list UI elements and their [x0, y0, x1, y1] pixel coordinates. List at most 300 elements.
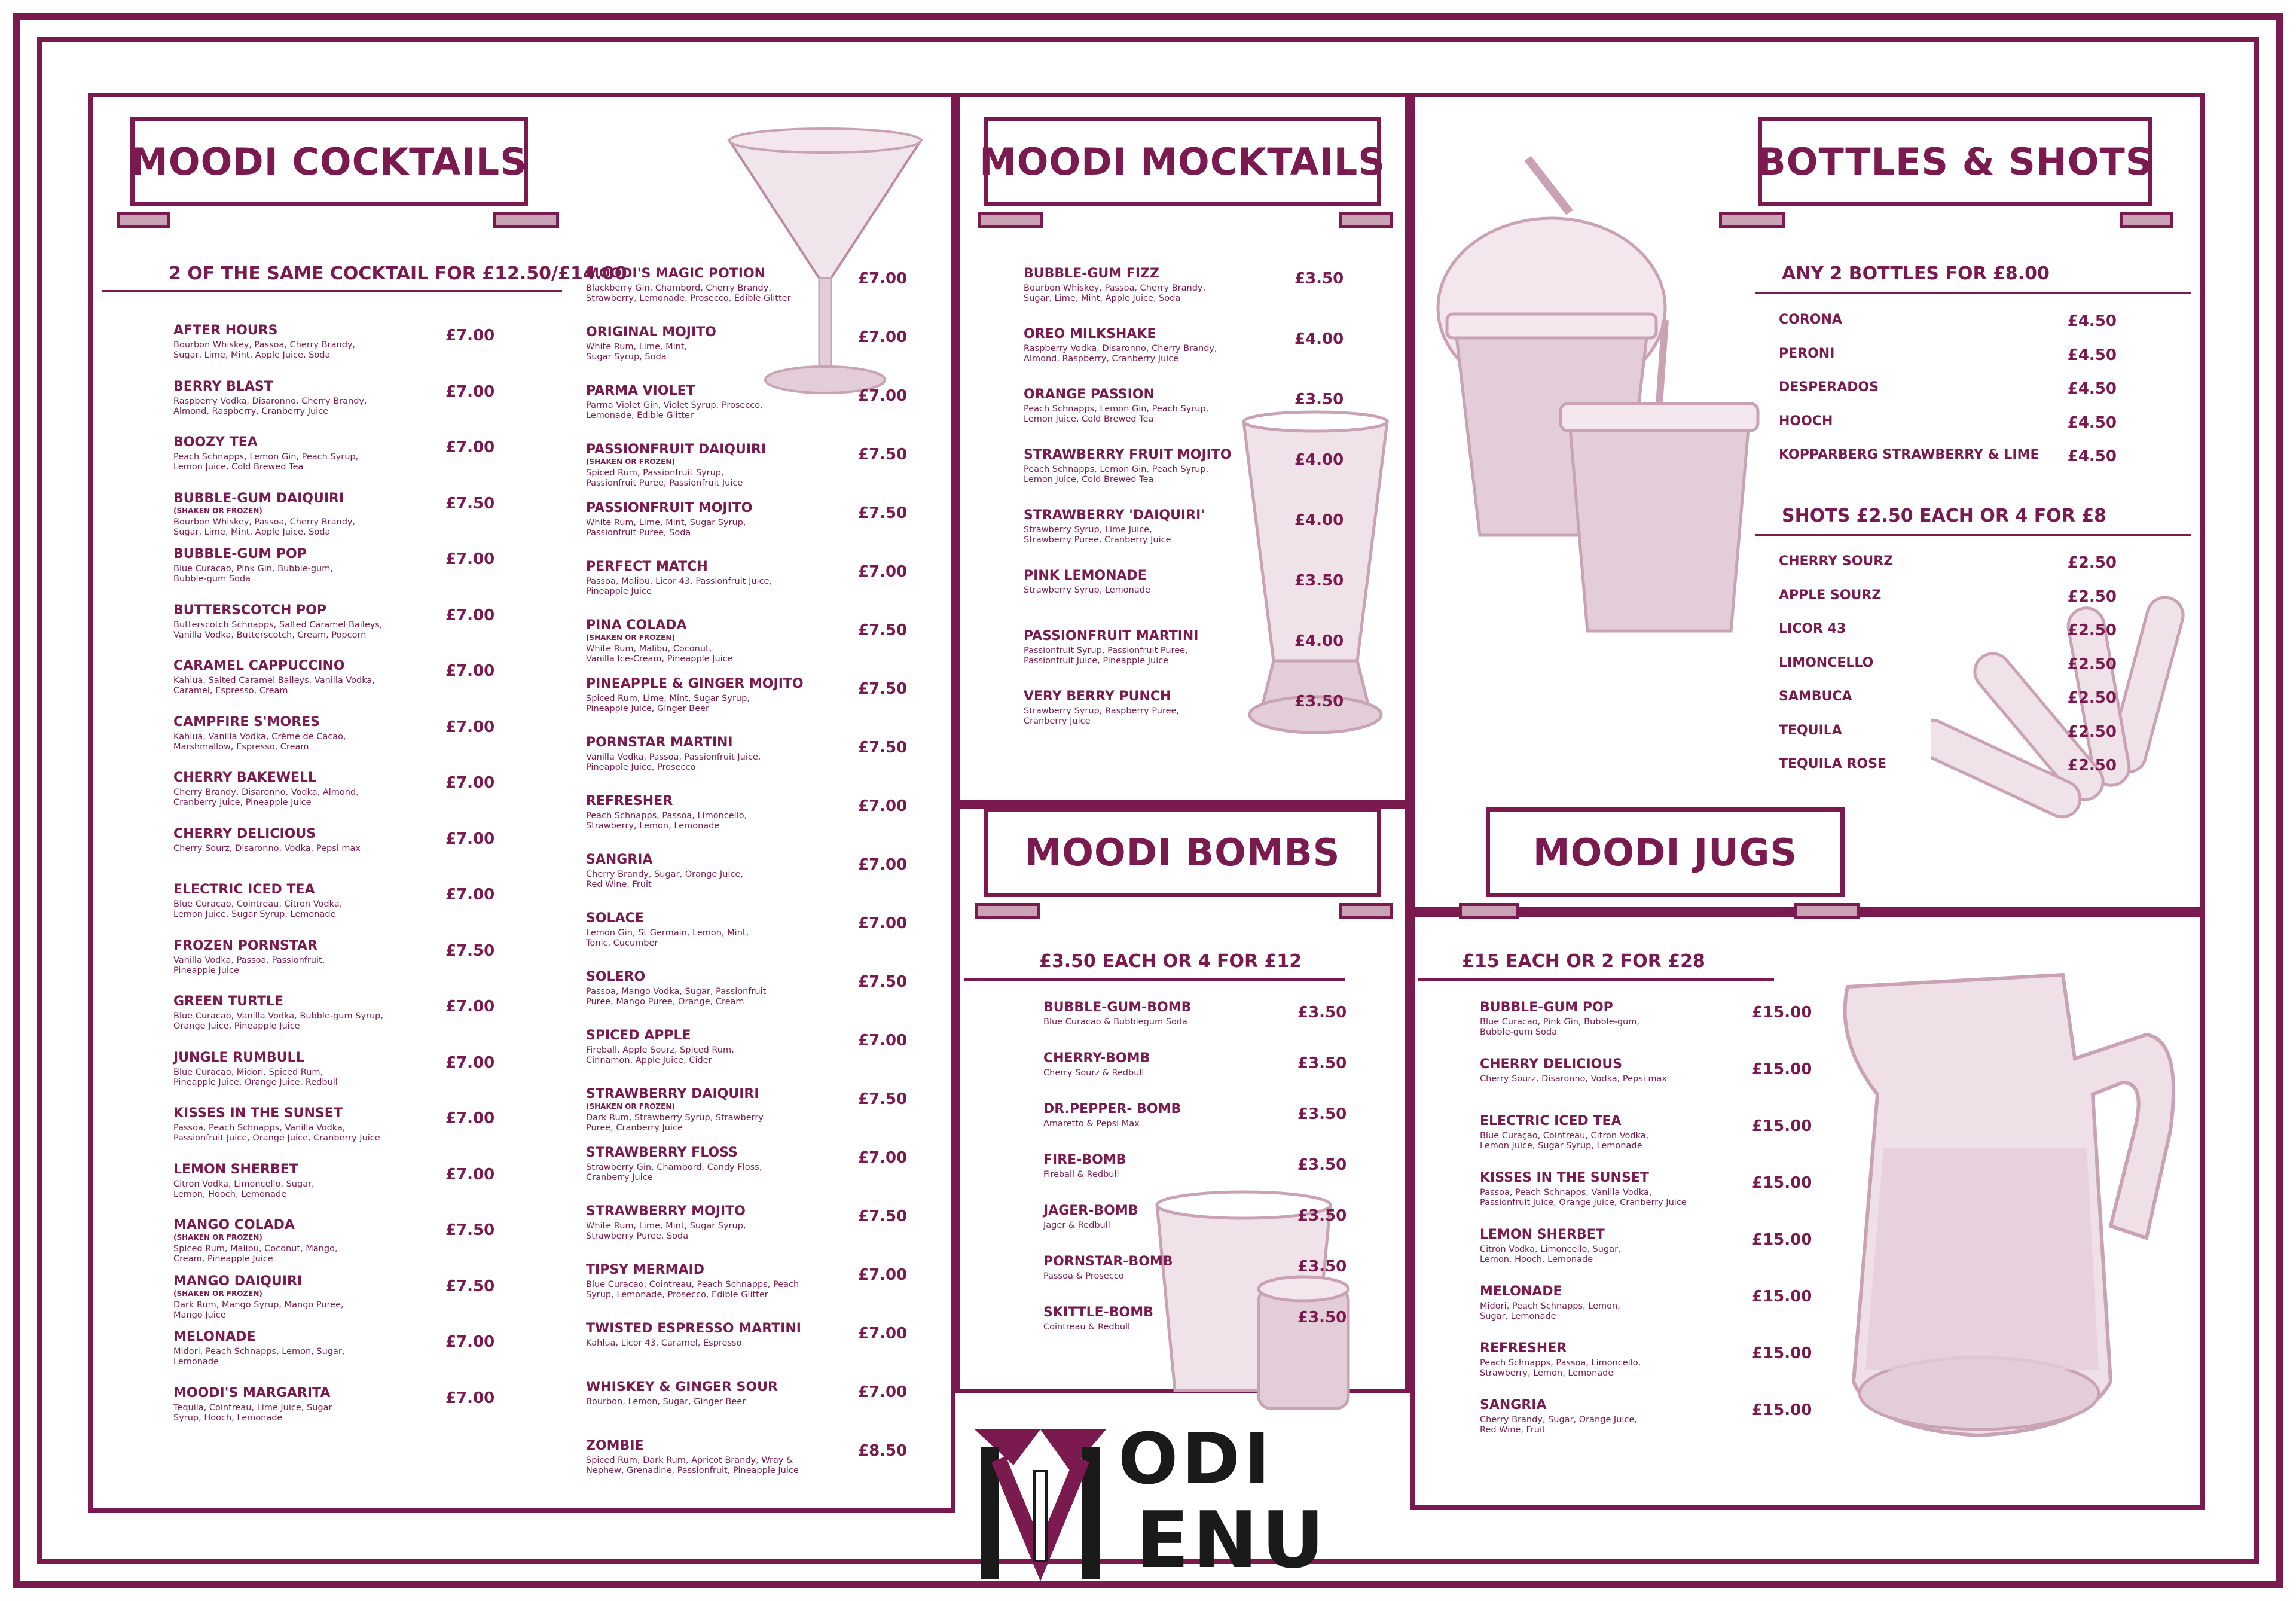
cocktail-item [173, 938, 325, 976]
mocktail-item-name: STRAWBERRY 'DAIQUIRI' [1024, 508, 1205, 523]
cocktail-item-description: Kahlua, Salted Caramel Baileys, Vanilla Vodka, Caramel, Espresso, Cream [173, 676, 375, 696]
cocktail-item-description: Cherry Brandy, Disaronno, Vodka, Almond, Cranberry Juice, Pineapple Juice [173, 788, 359, 807]
bottle-price: £4.50 [2067, 312, 2117, 330]
bombs-banner-tab-left [975, 903, 1040, 919]
mocktail-item-price: £3.50 [1294, 270, 1344, 288]
bottle-row [1779, 447, 2117, 465]
bomb-item-price: £3.50 [1297, 1105, 1347, 1123]
bombs-banner-tab-right [1339, 903, 1393, 919]
jug-item [1480, 1284, 1620, 1322]
mocktail-item-price: £4.00 [1294, 330, 1344, 348]
cocktail-item-description: Tequila, Cointreau, Lime Juice, Sugar Syrup, Hooch, Lemonade [173, 1402, 332, 1423]
cocktail-item-name: STRAWBERRY DAIQUIRI [586, 1087, 759, 1102]
cocktail-item-name: LEMON SHERBET [173, 1161, 298, 1177]
cocktail-item [173, 882, 342, 920]
cocktail-item [586, 501, 753, 538]
jug-item-price: £15.00 [1752, 1004, 1812, 1021]
jug-item [1480, 1170, 1687, 1208]
bombs-title: MOODI BOMBS [1024, 830, 1341, 874]
cocktail-item [586, 266, 791, 304]
cocktail-item-name: PINA COLADA [586, 618, 687, 633]
cocktail-item [586, 1028, 734, 1066]
cocktail-item [173, 1106, 380, 1143]
bomb-item [1043, 1305, 1153, 1332]
cocktail-item-name: CARAMEL CAPPUCCINO [173, 658, 345, 673]
logo-line2: ENU [1136, 1495, 1329, 1585]
shot-name: CHERRY SOURZ [1779, 554, 1894, 569]
jug-item-name: MELONADE [1480, 1284, 1562, 1299]
bottle-price: £4.50 [2067, 380, 2117, 398]
mocktail-item [1024, 387, 1208, 425]
jug-item-price: £15.00 [1752, 1401, 1812, 1419]
bottles-offer: ANY 2 BOTTLES FOR £8.00 [1782, 263, 2050, 284]
cocktail-item-price: £7.00 [445, 1053, 495, 1072]
jug-item-price: £15.00 [1752, 1174, 1812, 1192]
bomb-item-name: PORNSTAR-BOMB [1043, 1254, 1173, 1269]
cocktail-item-name: AFTER HOURS [173, 323, 278, 338]
cocktail-item-name: STRAWBERRY FLOSS [586, 1145, 738, 1160]
bottle-price: £4.50 [2067, 447, 2117, 465]
cocktail-item-price: £7.00 [858, 856, 908, 874]
cocktail-item-name: REFRESHER [586, 794, 673, 809]
cocktail-item-description: Spiced Rum, Malibu, Coconut, Mango, Cream, Pineapple Juice [173, 1244, 338, 1264]
cocktail-item-name: PASSIONFRUIT DAIQUIRI [586, 442, 767, 457]
mocktail-item-name: ORANGE PASSION [1024, 387, 1155, 402]
cocktail-item-price: £7.00 [445, 1389, 495, 1407]
jug-item-price: £15.00 [1752, 1060, 1812, 1078]
cocktail-item-price: £7.00 [445, 606, 495, 624]
mocktail-item [1024, 629, 1198, 666]
cocktail-item-description: Blackberry Gin, Chambord, Cherry Brandy, Strawberry, Lemonade, Prosecco, Edible Glitter [586, 283, 791, 303]
jug-icon [1812, 951, 2182, 1447]
cocktail-item [586, 1204, 746, 1242]
bomb-item-name: JAGER-BOMB [1043, 1203, 1138, 1218]
bombs-offer: £3.50 EACH OR 4 FOR £12 [1039, 951, 1302, 972]
cocktail-item-name: BUBBLE-GUM POP [173, 547, 307, 562]
jug-item-description: Cherry Brandy, Sugar, Orange Juice, Red Wine, Fruit [1480, 1415, 1637, 1435]
bomb-item-name: BUBBLE-GUM-BOMB [1043, 1000, 1192, 1015]
mocktail-item-name: BUBBLE-GUM FIZZ [1024, 266, 1159, 281]
cocktail-item-name: MOODI'S MAGIC POTION [586, 266, 766, 281]
bottle-row [1779, 414, 2117, 432]
jugs-offer-rule [1418, 978, 1774, 981]
cocktail-item [173, 323, 355, 361]
shot-price: £2.50 [2067, 621, 2117, 639]
cocktail-item-description: Spiced Rum, Passionfruit Syrup, Passionfruit Puree, Passionfruit Juice [586, 468, 743, 488]
cocktail-item-price: £7.00 [858, 797, 908, 815]
bottles-title: BOTTLES & SHOTS [1757, 139, 2153, 184]
cocktail-item-name: GREEN TURTLE [173, 994, 284, 1009]
bottle-name: DESPERADOS [1779, 380, 1879, 395]
cocktail-item [173, 827, 361, 854]
cocktail-item-price: £7.00 [445, 382, 495, 401]
cocktail-item [586, 325, 716, 362]
cocktail-item-price: £7.00 [858, 1266, 908, 1284]
cocktail-item [586, 1380, 778, 1407]
cocktail-item-name: PERFECT MATCH [586, 559, 708, 574]
cocktail-item-note: (SHAKEN OR FROZEN) [586, 1102, 675, 1111]
shot-price: £2.50 [2067, 689, 2117, 707]
jug-item [1480, 1227, 1621, 1265]
cocktail-item-name: MOODI'S MARGARITA [173, 1385, 331, 1401]
cocktail-item-price: £7.50 [858, 504, 908, 522]
cocktails-banner-tab-right [493, 212, 559, 228]
bomb-item-price: £3.50 [1297, 1258, 1347, 1276]
cocktail-item-price: £7.50 [858, 680, 908, 698]
mocktail-item-name: STRAWBERRY FRUIT MOJITO [1024, 447, 1232, 462]
cocktail-item [173, 547, 333, 584]
cocktail-item-description: Blue Curacao, Cointreau, Peach Schnapps, Peach Syrup, Lemonade, Prosecco, Edible Glitter [586, 1280, 799, 1300]
cocktail-item-note: (SHAKEN OR FROZEN) [173, 1289, 262, 1298]
cocktail-item-price: £7.00 [858, 1032, 908, 1050]
jug-item [1480, 1398, 1637, 1435]
bomb-item [1043, 1102, 1181, 1129]
cocktail-item-price: £7.50 [858, 973, 908, 991]
shot-name: APPLE SOURZ [1779, 587, 1882, 603]
shots-offer: SHOTS £2.50 EACH OR 4 FOR £8 [1782, 505, 2107, 526]
cocktail-item-name: MANGO DAIQUIRI [173, 1273, 303, 1289]
bottle-name: HOOCH [1779, 413, 1833, 429]
mocktail-item-description: Raspberry Vodka, Disaronno, Cherry Brandy, Almond, Raspberry, Cranberry Juice [1024, 344, 1217, 364]
bomb-item-price: £3.50 [1297, 1156, 1347, 1174]
martini-glass-icon [718, 123, 933, 404]
jugs-offer: £15 EACH OR 2 FOR £28 [1462, 951, 1705, 972]
bomb-item-description: Cointreau & Redbull [1043, 1322, 1131, 1332]
cocktail-item [586, 969, 766, 1007]
cocktail-item-price: £7.00 [445, 886, 495, 904]
cocktail-item-name: FROZEN PORNSTAR [173, 938, 318, 953]
mocktail-item-price: £4.00 [1294, 451, 1344, 469]
mocktail-item-name: OREO MILKSHAKE [1024, 327, 1156, 341]
cocktail-item [173, 715, 346, 752]
cocktail-item-note: (SHAKEN OR FROZEN) [173, 506, 262, 515]
bottle-name: PERONI [1779, 346, 1835, 361]
cocktail-item-price: £7.00 [445, 830, 495, 848]
shot-price: £2.50 [2067, 655, 2117, 673]
cocktail-item-description: Parma Violet Gin, Violet Syrup, Prosecco, Lemonade, Edible Glitter [586, 401, 763, 420]
cocktail-item-description: Kahlua, Licor 43, Caramel, Espresso [586, 1338, 742, 1348]
shot-row [1779, 621, 2117, 639]
cocktail-item [586, 618, 733, 664]
jug-item [1480, 1000, 1639, 1038]
cocktail-item-name: SPICED APPLE [586, 1028, 691, 1043]
cocktail-item [586, 559, 772, 597]
cocktails-title: MOODI COCKTAILS [131, 139, 527, 184]
cocktail-item-description: Cherry Sourz, Disaronno, Vodka, Pepsi max [173, 843, 361, 853]
cocktail-item [586, 442, 766, 489]
cocktail-item [586, 911, 749, 949]
shots-offer-rule [1755, 534, 2191, 536]
cocktail-item-name: PASSIONFRUIT MOJITO [586, 501, 753, 516]
cocktail-item-description: Peach Schnapps, Passoa, Limoncello, Strawberry, Lemon, Lemonade [586, 811, 747, 831]
cocktail-item-description: Blue Curacao, Vanilla Vodka, Bubble-gum Syrup, Orange Juice, Pineapple Juice [173, 1011, 383, 1031]
cocktail-item-name: PINEAPPLE & GINGER MOJITO [586, 676, 804, 691]
jug-item-name: SANGRIA [1480, 1398, 1547, 1413]
shot-name: SAMBUCA [1779, 689, 1852, 704]
bomb-item-description: Blue Curacao & Bubblegum Soda [1043, 1017, 1187, 1027]
cocktail-item-description: White Rum, Lime, Mint, Sugar Syrup, Strawberry Puree, Soda [586, 1221, 746, 1241]
moodi-logo-mark-icon [969, 1423, 1118, 1585]
shot-price: £2.50 [2067, 757, 2117, 774]
cocktail-item [173, 658, 375, 696]
jug-item [1480, 1114, 1648, 1151]
cocktail-item-name: SOLACE [586, 911, 644, 926]
cocktail-item-price: £7.50 [858, 1090, 908, 1108]
cocktail-item-description: Raspberry Vodka, Disaronno, Cherry Brandy, Almond, Raspberry, Cranberry Juice [173, 396, 367, 416]
cocktail-item-name: KISSES IN THE SUNSET [173, 1106, 343, 1121]
cocktail-item [586, 1145, 762, 1183]
bomb-item-name: DR.PEPPER- BOMB [1043, 1102, 1181, 1117]
bomb-item-price: £3.50 [1297, 1004, 1347, 1021]
mocktail-item-price: £4.00 [1294, 511, 1344, 529]
jug-item-description: Blue Curacao, Pink Gin, Bubble-gum, Bubble-gum Soda [1480, 1017, 1639, 1037]
bottle-name: KOPPARBERG STRAWBERRY & LIME [1779, 447, 2039, 462]
shot-price: £2.50 [2067, 722, 2117, 741]
cocktail-item-name: JUNGLE RUMBULL [173, 1050, 304, 1065]
cocktail-item-description: Strawberry Gin, Chambord, Candy Floss, Cranberry Juice [586, 1163, 762, 1182]
bomb-item-description: Fireball & Redbull [1043, 1170, 1119, 1179]
shot-row [1779, 655, 2117, 673]
mocktail-item-description: Bourbon Whiskey, Passoa, Cherry Brandy, Sugar, Lime, Mint, Apple Juice, Soda [1024, 283, 1206, 303]
cocktail-item-description: Peach Schnapps, Lemon Gin, Peach Syrup, Lemon Juice, Cold Brewed Tea [173, 452, 359, 472]
shot-price: £2.50 [2067, 554, 2117, 572]
cocktail-item-description: Passoa, Peach Schnapps, Vanilla Vodka, Passionfruit Juice, Orange Juice, Cranberry Juice [173, 1123, 380, 1143]
cocktail-item-description: Butterscotch Schnapps, Salted Caramel Baileys, Vanilla Vodka, Butterscotch, Cream, Popcorn [173, 620, 383, 640]
mocktail-item-price: £4.00 [1294, 632, 1344, 650]
cocktail-item [173, 770, 359, 808]
bottles-banner-tab-right [2120, 212, 2173, 228]
cocktail-item-price: £7.50 [858, 446, 908, 463]
cocktail-item-name: CHERRY BAKEWELL [173, 770, 317, 785]
cocktail-item-name: SOLERO [586, 969, 646, 984]
cocktails-offer-rule [102, 290, 562, 292]
bottle-row [1779, 380, 2117, 398]
milkshake-cups-icon [1432, 153, 1767, 643]
bottles-banner-tab-left [1719, 212, 1785, 228]
cocktail-item [586, 1262, 799, 1300]
mocktail-item [1024, 447, 1232, 485]
cocktail-item-name: PARMA VIOLET [586, 383, 695, 398]
bomb-item-name: FIRE-BOMB [1043, 1152, 1126, 1167]
bottles-offer-rule [1755, 292, 2191, 294]
jug-item-name: CHERRY DELICIOUS [1480, 1057, 1623, 1072]
shot-name: LICOR 43 [1779, 621, 1846, 636]
bombs-banner [984, 807, 1381, 897]
mocktail-item-description: Strawberry Syrup, Raspberry Puree, Cranberry Juice [1024, 706, 1180, 726]
cocktail-item-name: ORIGINAL MOJITO [586, 325, 716, 340]
bombs-offer-rule [964, 978, 1345, 981]
jug-item-name: BUBBLE-GUM POP [1480, 1000, 1613, 1015]
cocktail-item [173, 1218, 338, 1264]
cocktail-item-price: £7.00 [445, 1333, 495, 1351]
mocktail-item [1024, 266, 1205, 304]
cocktail-item-description: White Rum, Malibu, Coconut, Vanilla Ice-Cream, Pineapple Juice [586, 644, 733, 664]
shot-name: LIMONCELLO [1779, 655, 1874, 670]
cocktail-item [586, 735, 761, 773]
shot-row [1779, 588, 2117, 606]
cocktail-item-price: £7.00 [445, 718, 495, 736]
shot-price: £2.50 [2067, 587, 2117, 606]
cocktail-item-name: MANGO COLADA [173, 1218, 295, 1233]
cocktail-item-name: BUBBLE-GUM DAIQUIRI [173, 490, 344, 506]
bomb-item-price: £3.50 [1297, 1309, 1347, 1326]
jug-item-description: Blue Curaçao, Cointreau, Citron Vodka, Lemon Juice, Sugar Syrup, Lemonade [1480, 1131, 1649, 1151]
bomb-item-price: £3.50 [1297, 1207, 1347, 1225]
cocktail-item-name: TWISTED ESPRESSO MARTINI [586, 1321, 801, 1336]
cocktail-item [173, 1050, 338, 1088]
cocktail-item [173, 1274, 344, 1321]
mocktail-item-name: PINK LEMONADE [1024, 568, 1147, 583]
mocktails-title: MOODI MOCKTAILS [979, 139, 1385, 184]
mocktail-item-description: Passionfruit Syrup, Passionfruit Puree, Passionfruit Juice, Pineapple Juice [1024, 646, 1188, 666]
cocktail-item-description: Citron Vodka, Limoncello, Sugar, Lemon, Hooch, Lemonade [173, 1179, 315, 1199]
cocktail-item-price: £7.50 [445, 941, 495, 960]
mocktails-banner-tab-right [1339, 212, 1393, 228]
bomb-item [1043, 1152, 1126, 1180]
cocktail-item-name: ZOMBIE [586, 1438, 644, 1453]
cocktail-item-description: Lemon Gin, St Germain, Lemon, Mint, Tonic, Cucumber [586, 928, 749, 948]
mocktails-banner [979, 117, 1385, 206]
cocktail-item [586, 794, 747, 831]
cocktail-item-description: Bourbon Whiskey, Passoa, Cherry Brandy, Sugar, Lime, Mint, Apple Juice, Soda [173, 517, 356, 537]
cocktail-item-note: (SHAKEN OR FROZEN) [586, 458, 675, 466]
bomb-item-name: SKITTLE-BOMB [1043, 1305, 1153, 1320]
cocktail-item [173, 1329, 344, 1367]
jugs-banner-tab-left [1459, 903, 1519, 919]
cocktail-item-price: £7.00 [858, 1149, 908, 1167]
cocktail-item-name: STRAWBERRY MOJITO [586, 1204, 746, 1219]
cocktail-item-name: BERRY BLAST [173, 379, 273, 394]
mocktail-item-description: Peach Schnapps, Lemon Gin, Peach Syrup, Lemon Juice, Cold Brewed Tea [1024, 404, 1209, 424]
jugs-title: MOODI JUGS [1532, 830, 1798, 874]
cocktail-item-description: Spiced Rum, Lime, Mint, Sugar Syrup, Pineapple Juice, Ginger Beer [586, 694, 750, 713]
bomb-item-name: CHERRY-BOMB [1043, 1051, 1150, 1066]
cocktail-item [173, 1386, 332, 1423]
cocktail-item-description: Bourbon Whiskey, Passoa, Cherry Brandy, Sugar, Lime, Mint, Apple Juice, Soda [173, 340, 356, 360]
bottle-name: CORONA [1779, 312, 1842, 327]
cocktail-item-price: £7.00 [858, 387, 908, 405]
cocktail-item [173, 603, 383, 641]
mocktail-item [1024, 689, 1179, 727]
cocktails-offer: 2 OF THE SAME COCKTAIL FOR £12.50/£14.00 [169, 263, 627, 284]
cocktail-item-price: £7.00 [858, 1383, 908, 1401]
mocktail-item-name: PASSIONFRUIT MARTINI [1024, 629, 1199, 644]
cocktail-item-price: £7.00 [858, 270, 908, 288]
shot-name: TEQUILA ROSE [1779, 757, 1887, 771]
mocktails-banner-tab-left [978, 212, 1043, 228]
jug-item-name: REFRESHER [1480, 1341, 1567, 1356]
jug-item-description: Cherry Sourz, Disaronno, Vodka, Pepsi max [1480, 1074, 1668, 1084]
cocktail-item-description: White Rum, Lime, Mint, Sugar Syrup, Soda [586, 342, 688, 362]
jug-item-name: ELECTRIC ICED TEA [1480, 1114, 1622, 1129]
mocktail-item-price: £3.50 [1294, 391, 1344, 408]
cocktail-item-price: £7.00 [445, 327, 495, 344]
jug-item-price: £15.00 [1752, 1231, 1812, 1249]
cocktail-item-description: Blue Curaçao, Cointreau, Citron Vodka, Lemon Juice, Sugar Syrup, Lemonade [173, 899, 343, 919]
bomb-item-description: Cherry Sourz & Redbull [1043, 1068, 1144, 1078]
cocktail-item-name: SANGRIA [586, 852, 653, 867]
jug-item-description: Passoa, Peach Schnapps, Vanilla Vodka, Passionfruit Juice, Orange Juice, Cranberry Juice [1480, 1188, 1687, 1207]
mocktail-item-description: Strawberry Syrup, Lemonade [1024, 585, 1150, 595]
mocktail-item [1024, 327, 1217, 364]
mocktail-item-description: Peach Schnapps, Lemon Gin, Peach Syrup, Lemon Juice, Cold Brewed Tea [1024, 465, 1209, 484]
cocktail-item-name: MELONADE [173, 1329, 256, 1344]
cocktail-item-name: CAMPFIRE S'MORES [173, 714, 320, 730]
shot-row [1779, 689, 2117, 707]
cocktail-item-description: Blue Curacao, Pink Gin, Bubble-gum, Bubble-gum Soda [173, 564, 333, 584]
cocktail-item [586, 383, 763, 421]
bomb-item [1043, 1203, 1138, 1231]
cocktail-item [586, 1438, 799, 1476]
cocktails-banner [130, 117, 528, 206]
mocktail-item-price: £3.50 [1294, 572, 1344, 590]
jug-item-name: KISSES IN THE SUNSET [1480, 1170, 1649, 1185]
cocktail-item-description: Kahlua, Vanilla Vodka, Crème de Cacao, Marshmallow, Espresso, Cream [173, 731, 346, 752]
cocktail-item-note: (SHAKEN OR FROZEN) [586, 633, 675, 642]
bomb-item-description: Jager & Redbull [1043, 1221, 1110, 1230]
cocktail-item-description: Blue Curacao, Midori, Spiced Rum, Pineapple Juice, Orange Juice, Redbull [173, 1067, 338, 1087]
jug-item [1480, 1341, 1641, 1379]
cocktail-item-description: Vanilla Vodka, Passoa, Passionfruit Juice, Pineapple Juice, Prosecco [586, 752, 761, 772]
cocktail-item-name: PORNSTAR MARTINI [586, 735, 733, 750]
cocktail-item-description: White Rum, Lime, Mint, Sugar Syrup, Passionfruit Puree, Soda [586, 518, 746, 538]
cocktail-item-price: £7.00 [445, 998, 495, 1016]
cocktail-item-name: BOOZY TEA [173, 435, 258, 450]
mocktail-item-description: Strawberry Syrup, Lime Juice, Strawberry Puree, Cranberry Juice [1024, 525, 1171, 545]
cocktail-item-description: Spiced Rum, Dark Rum, Apricot Brandy, Wray & Nephew, Grenadine, Passionfruit, Pineapple Juice [586, 1456, 799, 1475]
bottle-price: £4.50 [2067, 413, 2117, 432]
jug-item-description: Peach Schnapps, Passoa, Limoncello, Strawberry, Lemon, Lemonade [1480, 1358, 1641, 1378]
jug-item-price: £15.00 [1752, 1344, 1812, 1362]
cocktail-item [173, 435, 358, 472]
cocktail-item-price: £7.00 [445, 1165, 495, 1184]
cocktail-item-name: TIPSY MERMAID [586, 1262, 704, 1277]
jug-item-name: LEMON SHERBET [1480, 1227, 1605, 1242]
cocktail-item-price: £7.00 [858, 328, 908, 346]
bomb-item [1043, 1051, 1150, 1078]
cocktail-item-price: £8.50 [858, 1442, 908, 1460]
mocktail-item [1024, 568, 1150, 596]
cocktail-item-price: £7.50 [858, 621, 908, 639]
bottle-row [1779, 312, 2117, 330]
jug-item-price: £15.00 [1752, 1117, 1812, 1135]
shot-row [1779, 723, 2117, 741]
cocktail-item-price: £7.00 [858, 563, 908, 581]
cocktail-item-description: Cherry Brandy, Sugar, Orange Juice, Red Wine, Fruit [586, 870, 743, 889]
mocktail-item [1024, 508, 1205, 545]
jugs-banner-tab-right [1794, 903, 1860, 919]
shot-row [1779, 757, 2117, 774]
bomb-item [1043, 1000, 1191, 1027]
mocktail-item-price: £3.50 [1294, 693, 1344, 710]
cocktail-item-name: CHERRY DELICIOUS [173, 826, 316, 841]
bomb-item-description: Amaretto & Pepsi Max [1043, 1119, 1140, 1129]
cocktail-item [586, 676, 804, 714]
cocktail-item [173, 994, 383, 1032]
cocktail-item-price: £7.00 [445, 438, 495, 456]
jug-item-price: £15.00 [1752, 1288, 1812, 1306]
cocktail-item-description: Bourbon, Lemon, Sugar, Ginger Beer [586, 1397, 746, 1407]
mocktail-item-name: VERY BERRY PUNCH [1024, 689, 1171, 704]
cocktail-item-description: Midori, Peach Schnapps, Lemon, Sugar, Lemonade [173, 1347, 345, 1367]
cocktail-item-description: Passoa, Mango Vodka, Sugar, Passionfruit Puree, Mango Puree, Orange, Cream [586, 987, 767, 1007]
cocktail-item-price: £7.50 [445, 1277, 495, 1295]
cocktail-item-description: Vanilla Vodka, Passoa, Passionfruit, Pineapple Juice [173, 955, 325, 975]
cocktail-item-price: £7.00 [445, 550, 495, 568]
cocktail-item [173, 491, 355, 538]
cocktail-item-price: £7.00 [858, 914, 908, 932]
cocktail-item-description: Dark Rum, Mango Syrup, Mango Puree, Mango Juice [173, 1300, 344, 1320]
